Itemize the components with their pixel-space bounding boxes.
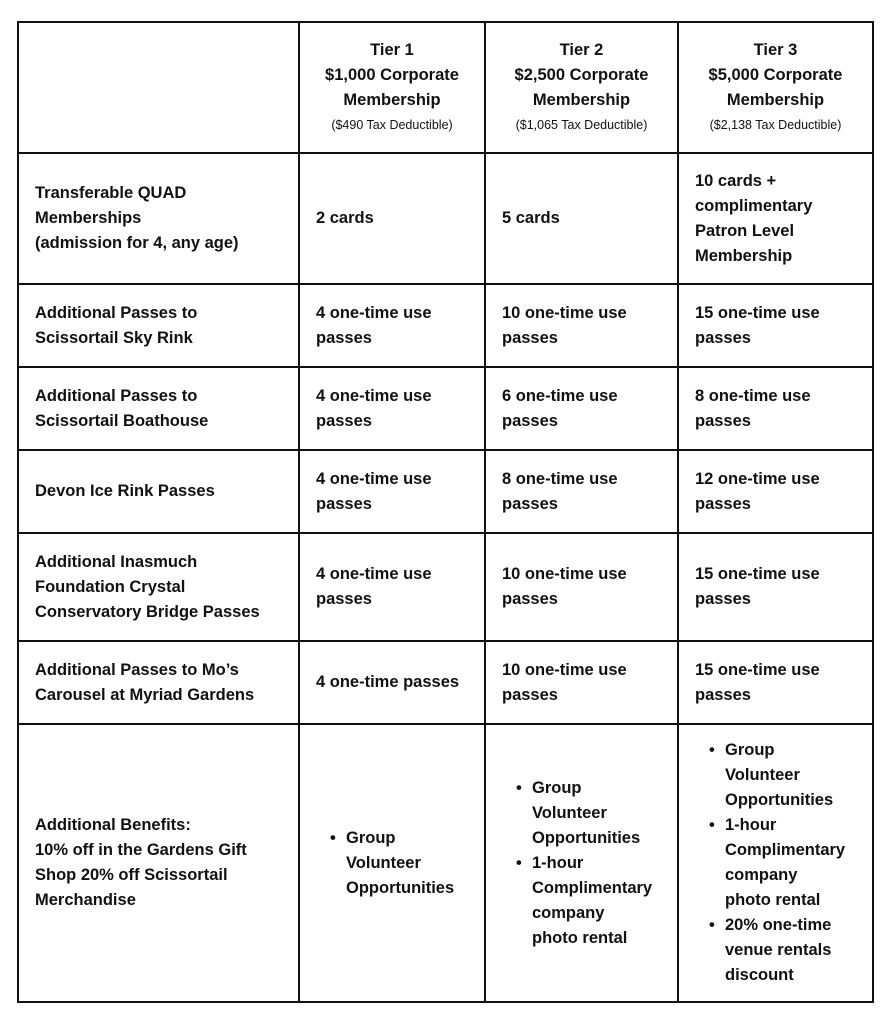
tier-1-benefits-cell <box>299 724 485 1002</box>
tier-1-cell <box>299 367 485 450</box>
tier-2-cell <box>485 153 678 284</box>
cell-text: 8 one-time use passes <box>695 386 811 430</box>
table-row <box>18 533 873 641</box>
header-empty-cell <box>18 22 299 153</box>
tier-1-cell <box>299 450 485 533</box>
tier-3-cell <box>678 153 873 284</box>
tier-3-cell <box>678 367 873 450</box>
tier-1-membership: Membership <box>343 91 441 109</box>
tier-3-cell <box>678 284 873 367</box>
row-label <box>18 533 299 641</box>
row-label <box>18 724 299 1002</box>
tier-3-membership: Membership <box>726 91 825 109</box>
tier-2-tax-note: ($1,065 Tax Deductible) <box>515 118 648 132</box>
row-label <box>18 367 299 450</box>
tier-3-price: $5,000 Corporate <box>708 66 843 84</box>
table-row <box>18 284 873 367</box>
cell-text: 10 one-time use passes <box>502 303 627 347</box>
tier-3-cell <box>678 450 873 533</box>
tier-3-cell <box>678 533 873 641</box>
cell-text: 10 one-time use passes <box>502 660 627 704</box>
tier-3-name: Tier 3 <box>753 41 798 59</box>
tier-2-price: $2,500 Corporate <box>514 66 649 84</box>
tier-2-benefits-cell <box>485 724 678 1002</box>
cell-text: 4 one-time use passes <box>316 303 432 347</box>
row-label <box>18 450 299 533</box>
tier-2-cell <box>485 367 678 450</box>
tier-3-tax-note: ($2,138 Tax Deductible) <box>709 118 842 132</box>
tier-1-cell <box>299 284 485 367</box>
cell-text: 4 one-time passes <box>316 673 460 691</box>
tier-2-header <box>485 22 678 153</box>
list-item: • 1-hour Complimentary company photo rental <box>532 851 661 951</box>
cell-text: 8 one-time use passes <box>502 469 618 513</box>
tier-1-cell <box>299 641 485 724</box>
tier-3-header <box>678 22 873 153</box>
tier-1-cell <box>299 533 485 641</box>
cell-text: 2 cards <box>316 209 374 227</box>
list-item: • Group Volunteer Opportunities <box>725 738 856 813</box>
cell-text: 15 one-time use passes <box>695 565 820 608</box>
tier-1-cell <box>299 153 485 284</box>
row-label-text: Additional Passes to Scissortail Sky Rink <box>35 303 198 347</box>
membership-tier-table <box>17 21 874 1003</box>
benefits-row <box>18 724 873 1002</box>
tier-2-cell <box>485 533 678 641</box>
tier-2-cell <box>485 284 678 367</box>
tier-2-cell <box>485 450 678 533</box>
row-label-text: Transferable QUAD Memberships (admission for 4, any age) <box>35 184 239 252</box>
tier-3-benefits-cell <box>678 724 873 1002</box>
tier-1-name: Tier 1 <box>370 41 414 59</box>
tier-1-price: $1,000 Corporate <box>325 66 459 84</box>
cell-text: 6 one-time use passes <box>502 386 618 430</box>
row-label-text: Additional Passes to Scissortail Boathouse <box>35 386 209 430</box>
tier-1-tax-note: ($490 Tax Deductible) <box>331 118 453 132</box>
table-row <box>18 153 873 284</box>
cell-text: 4 one-time use passes <box>316 565 432 608</box>
row-label <box>18 153 299 284</box>
table-row <box>18 450 873 533</box>
cell-text: 5 cards <box>502 209 560 227</box>
tier-2-name: Tier 2 <box>559 41 604 59</box>
tier-2-cell <box>485 641 678 724</box>
cell-text: 10 cards + complimentary Patron Level Membership <box>695 171 813 265</box>
tier-2-benefits-list <box>502 776 661 951</box>
row-label-text: Devon Ice Rink Passes <box>35 482 215 500</box>
row-label-text: Additional Passes to Mo’s Carousel at Myriad Gardens <box>35 660 255 704</box>
table-row <box>18 641 873 724</box>
tier-1-header <box>299 22 485 153</box>
cell-text: 10 one-time use passes <box>502 565 627 608</box>
tier-3-benefits-list <box>695 738 856 988</box>
benefits-label-text: Additional Benefits: 10% off in the Gardens Gift Shop 20% off Scissortail Merchandise <box>35 816 247 909</box>
tier-3-cell <box>678 641 873 724</box>
tier-1-benefits-list <box>316 826 468 901</box>
row-label <box>18 641 299 724</box>
table-row <box>18 367 873 450</box>
header-row <box>18 22 873 153</box>
row-label <box>18 284 299 367</box>
cell-text: 15 one-time use passes <box>695 660 820 704</box>
list-item: • Group Volunteer Opportunities <box>346 826 468 901</box>
cell-text: 4 one-time use passes <box>316 469 432 513</box>
list-item: • Group Volunteer Opportunities <box>532 776 661 851</box>
cell-text: 12 one-time use passes <box>695 469 820 513</box>
row-label-text: Additional Inasmuch Foundation Crystal Conservatory Bridge Passes <box>35 552 260 621</box>
list-item: • 20% one-time venue rentals discount <box>725 913 856 988</box>
cell-text: 4 one-time use passes <box>316 386 432 430</box>
cell-text: 15 one-time use passes <box>695 303 820 347</box>
list-item: • 1-hour Complimentary company photo rental <box>725 813 856 913</box>
tier-2-membership: Membership <box>532 91 631 109</box>
